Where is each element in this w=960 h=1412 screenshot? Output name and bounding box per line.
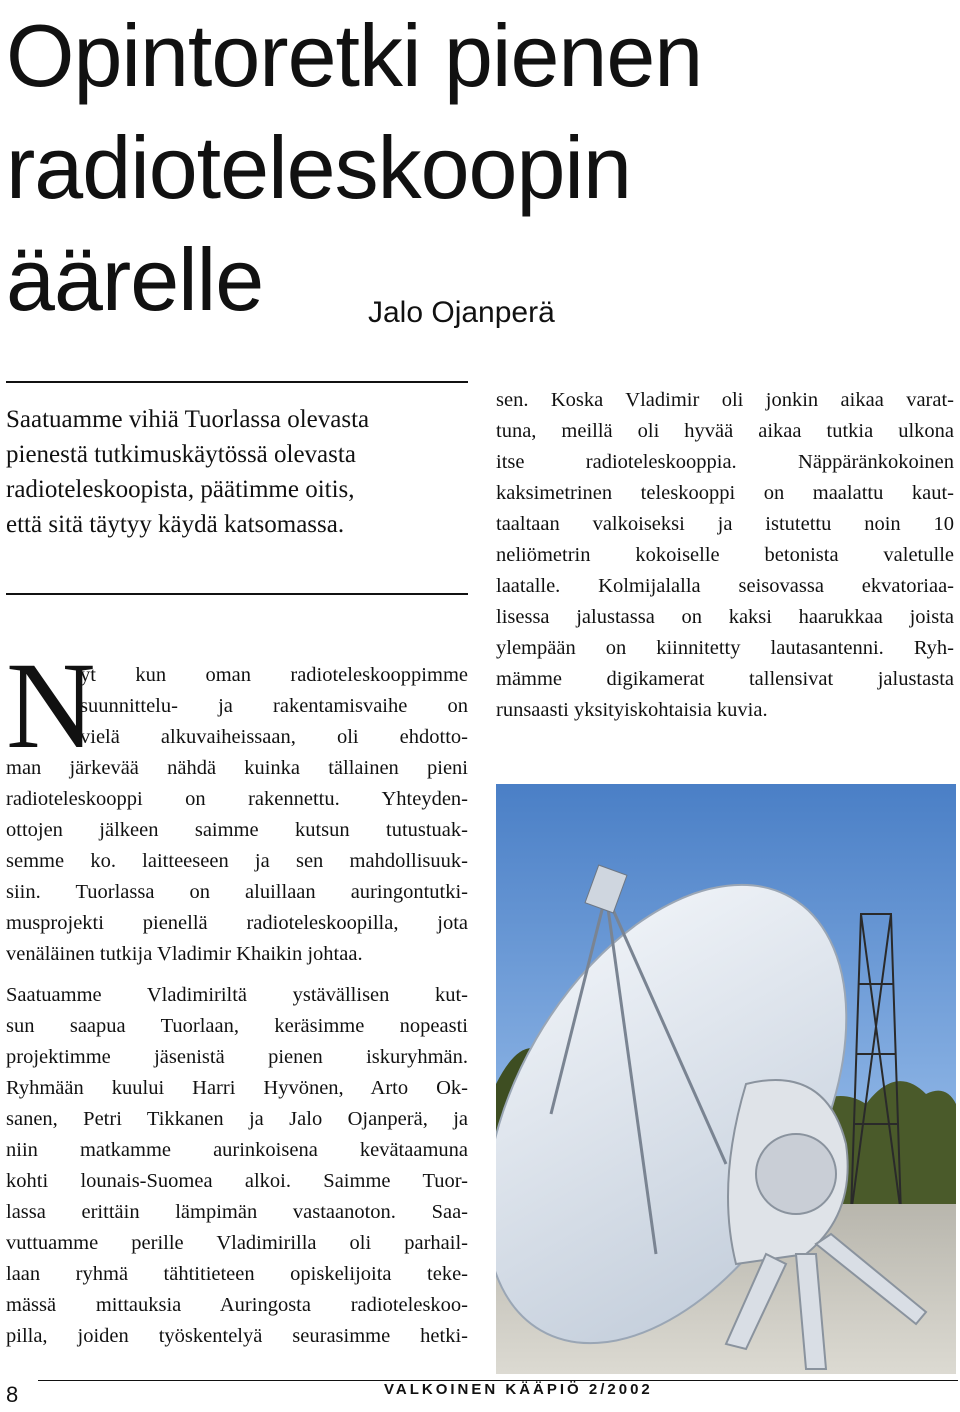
body-line: kaksimetrinen teleskooppi on maalattu kaut- — [496, 482, 954, 504]
body-line: ylempään on kiinnitetty lautasantenni. Ryh- — [496, 637, 954, 659]
body-line: sen. Koska Vladimir oli jonkin aikaa varat- — [496, 389, 954, 411]
body-line: projektimme jäsenistä pienen iskuryhmän. — [6, 1046, 468, 1068]
radio-telescope-icon — [496, 784, 956, 1374]
magazine-footer: VALKOINEN KÄÄPIÖ 2/2002 — [384, 1381, 653, 1398]
title-line-3: äärelle — [6, 230, 264, 329]
body-paragraph-2 — [6, 980, 468, 1352]
body-line: itse radioteleskooppia. Näppäränkokoinen — [496, 451, 954, 473]
lead-bottom-rule — [6, 593, 468, 595]
body-line: laan ryhmä tähtitieteen opiskelijoita teke- — [6, 1263, 468, 1285]
page-number: 8 — [6, 1382, 19, 1407]
body-line: semme ko. laitteeseen ja sen mahdollisuuk- — [6, 850, 468, 872]
body-line: pilla, joiden työskentelyä seurasimme hetki- — [6, 1325, 468, 1347]
body-line: Ryhmään kuului Harri Hyvönen, Arto Ok- — [6, 1077, 468, 1099]
body-line: yt kun oman radioteleskooppimme — [80, 664, 468, 686]
article-title — [6, 0, 936, 336]
body-line: mämme digikamerat tallensivat jalustasta — [496, 668, 954, 690]
title-line-2: radioteleskoopin — [6, 118, 631, 217]
body-line: kohti lounais-Suomea alkoi. Saimme Tuor- — [6, 1170, 468, 1192]
body-line: radioteleskooppi on rakennettu. Yhteyden- — [6, 788, 468, 810]
body-line: laatalle. Kolmijalalla seisovassa ekvatoriaa- — [496, 575, 954, 597]
body-line: lassa erittäin lämpimän vastaanoton. Saa- — [6, 1201, 468, 1223]
body-line: siin. Tuorlassa on aluillaan auringontutki- — [6, 881, 468, 903]
lead-line: pienestä tutkimuskäytössä olevasta — [6, 441, 356, 468]
title-line-1: Opintoretki pienen — [6, 6, 703, 105]
radio-telescope-photo — [496, 784, 956, 1374]
lead-line: Saatuamme vihiä Tuorlassa olevasta — [6, 406, 370, 433]
body-line: suunnittelu- ja rakentamisvaihe on — [80, 695, 468, 717]
body-line: taaltaan valkoiseksi ja istutettu noin 10 — [496, 513, 954, 535]
author-byline: Jalo Ojanperä — [368, 296, 555, 329]
drop-cap: N — [6, 637, 96, 774]
lead-top-rule — [6, 381, 468, 383]
body-column-left — [6, 660, 468, 1352]
body-line: musprojekti pienellä radioteleskoopilla, jota — [6, 912, 468, 934]
body-column-right — [496, 385, 954, 726]
body-line: vielä alkuvaiheissaan, oli ehdotto- — [80, 726, 468, 748]
lead-line: radioteleskoopista, päätimme oitis, — [6, 476, 355, 503]
body-line: tuna, meillä oli hyvää aikaa tutkia ulkona — [496, 420, 954, 442]
body-line: lisessa jalustassa on kaksi haarukkaa joista — [496, 606, 954, 628]
body-line: neliömetrin kokoiselle betonista valetulle — [496, 544, 954, 566]
body-line: ottojen jälkeen saimme kutsun tutustuak- — [6, 819, 468, 841]
body-line: sanen, Petri Tikkanen ja Jalo Ojanperä, ja — [6, 1108, 468, 1130]
lead-paragraph — [6, 402, 468, 542]
body-line: Saatuamme Vladimiriltä ystävällisen kut- — [6, 984, 468, 1006]
body-line: niin matkamme aurinkoisena kevätaamuna — [6, 1139, 468, 1161]
body-line: vuttuamme perille Vladimirilla oli parhail- — [6, 1232, 468, 1254]
lead-line: että sitä täytyy käydä katsomassa. — [6, 511, 345, 538]
body-line: mässä mittauksia Auringosta radioteleskoo- — [6, 1294, 468, 1316]
body-line: runsaasti yksityiskohtaisia kuvia. — [496, 699, 768, 721]
mount-hub — [756, 1134, 836, 1214]
body-line: man järkevää nähdä kuinka tällainen pieni — [6, 757, 468, 779]
body-line: venäläinen tutkija Vladimir Khaikin johtaa. — [6, 943, 363, 965]
body-line: sun saapua Tuorlaan, keräsimme nopeasti — [6, 1015, 468, 1037]
